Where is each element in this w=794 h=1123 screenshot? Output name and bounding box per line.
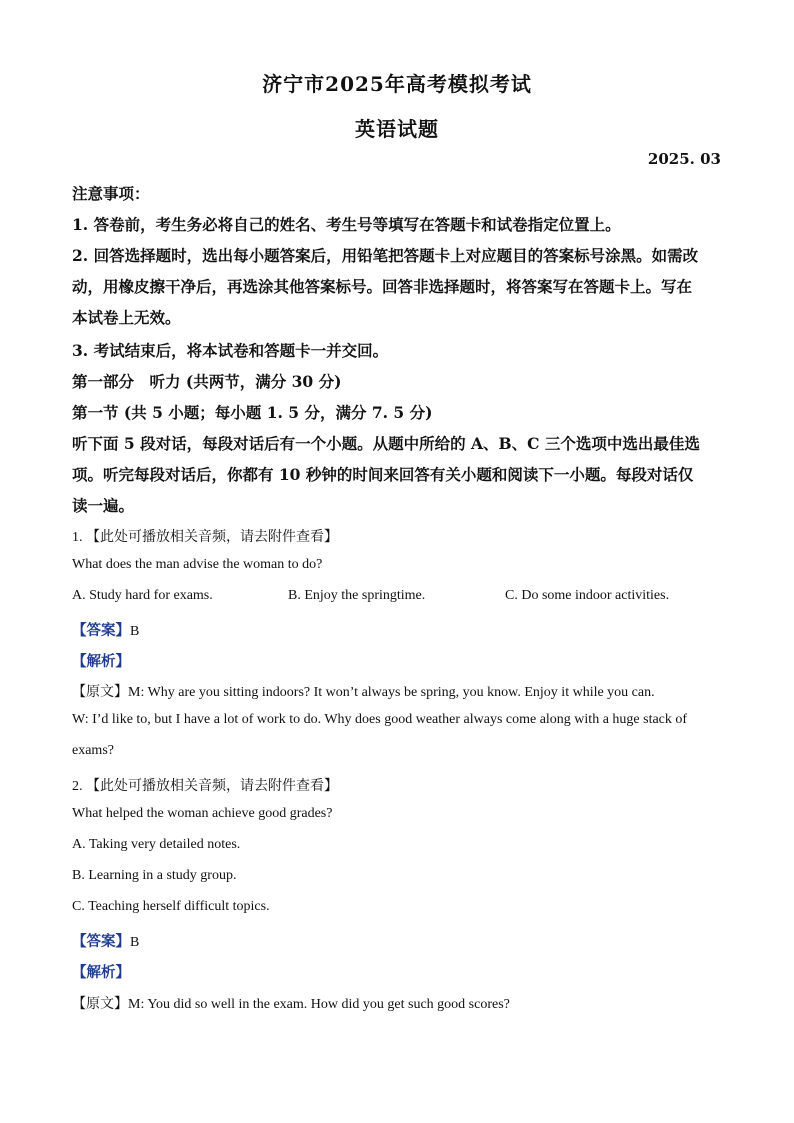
q1-source-line-2: W: I’d like to, but I have a lot of work to do. Why does good weather always come along with a huge stack of xyxy=(72,712,688,727)
notice-item-1: 1. 答卷前，考生务必将自己的姓名、考生号等填写在答题卡和试卷指定位置上。 xyxy=(72,215,621,234)
instructions-line-2: 项。听完每段对话后，你都有 10 秒钟的时间来回答有关小题和阅读下一小题。每段对话仅 xyxy=(72,465,694,484)
section-1-heading: 第一节 (共 5 小题；每小题 1. 5 分，满分 7. 5 分) xyxy=(72,403,433,422)
q2-analysis-label: 【解析】 xyxy=(72,965,130,981)
q1-audio-link[interactable]: 1. 【此处可播放相关音频，请去附件查看】 xyxy=(72,530,338,545)
exam-title: 济宁市2025年高考模拟考试 xyxy=(262,72,532,96)
q1-source-line-1 xyxy=(72,681,724,701)
notice-item-3: 3. 考试结束后，将本试卷和答题卡一并交回。 xyxy=(72,341,389,360)
q1-answer-label: 【答案】 xyxy=(72,623,130,639)
q1-analysis xyxy=(72,650,724,671)
exam-subtitle: 英语试题 xyxy=(355,117,439,141)
q1-option-a: A. Study hard for exams. xyxy=(72,588,213,603)
instructions-line-3: 读一遍。 xyxy=(72,496,135,515)
q1-answer-value: B xyxy=(130,624,140,639)
q1-source-text-1: M: Why are you sitting indoors? It won’t always be spring, you know. Enjoy it while you can. xyxy=(128,685,655,700)
q1-question: What does the man advise the woman to do? xyxy=(72,557,323,572)
q2-audio-link[interactable]: 2. 【此处可播放相关音频，请去附件查看】 xyxy=(72,779,338,794)
exam-date: 2025. 03 xyxy=(647,150,721,168)
q1-analysis-label: 【解析】 xyxy=(72,654,130,670)
instructions-line-1: 听下面 5 段对话，每段对话后有一个小题。从题中所给的 A、B、C 三个选项中选出最佳选 xyxy=(72,434,700,453)
q2-option-b: B. Learning in a study group. xyxy=(72,868,237,883)
q1-source-label: 【原文】 xyxy=(72,684,128,700)
notice-item-2-line-3: 本试卷上无效。 xyxy=(72,308,181,327)
q2-question: What helped the woman achieve good grades? xyxy=(72,806,333,821)
q1-source-line-3: exams? xyxy=(72,743,114,758)
q2-answer xyxy=(72,930,724,951)
q2-source-label: 【原文】 xyxy=(72,996,128,1012)
notice-item-2-line-2: 动，用橡皮擦干净后，再选涂其他答案标号。回答非选择题时，将答案写在答题卡上。写在 xyxy=(72,277,693,296)
q2-option-a: A. Taking very detailed notes. xyxy=(72,837,241,852)
q2-answer-label: 【答案】 xyxy=(72,934,130,950)
q1-option-c: C. Do some indoor activities. xyxy=(505,588,670,603)
q2-option-c: C. Teaching herself difficult topics. xyxy=(72,899,270,914)
q1-answer xyxy=(72,619,724,640)
q2-answer-value: B xyxy=(130,935,140,950)
notice-item-2-line-1: 2. 回答选择题时，选出每小题答案后，用铅笔把答题卡上对应题目的答案标号涂黑。如需改 xyxy=(72,246,699,265)
notice-heading: 注意事项： xyxy=(72,184,150,203)
q2-analysis xyxy=(72,961,724,982)
q2-source-line-1 xyxy=(72,993,724,1013)
q1-option-b: B. Enjoy the springtime. xyxy=(288,588,426,603)
part-1-heading: 第一部分 听力 (共两节，满分 30 分) xyxy=(72,372,342,391)
q2-source-text-1: M: You did so well in the exam. How did you get such good scores? xyxy=(128,997,510,1012)
